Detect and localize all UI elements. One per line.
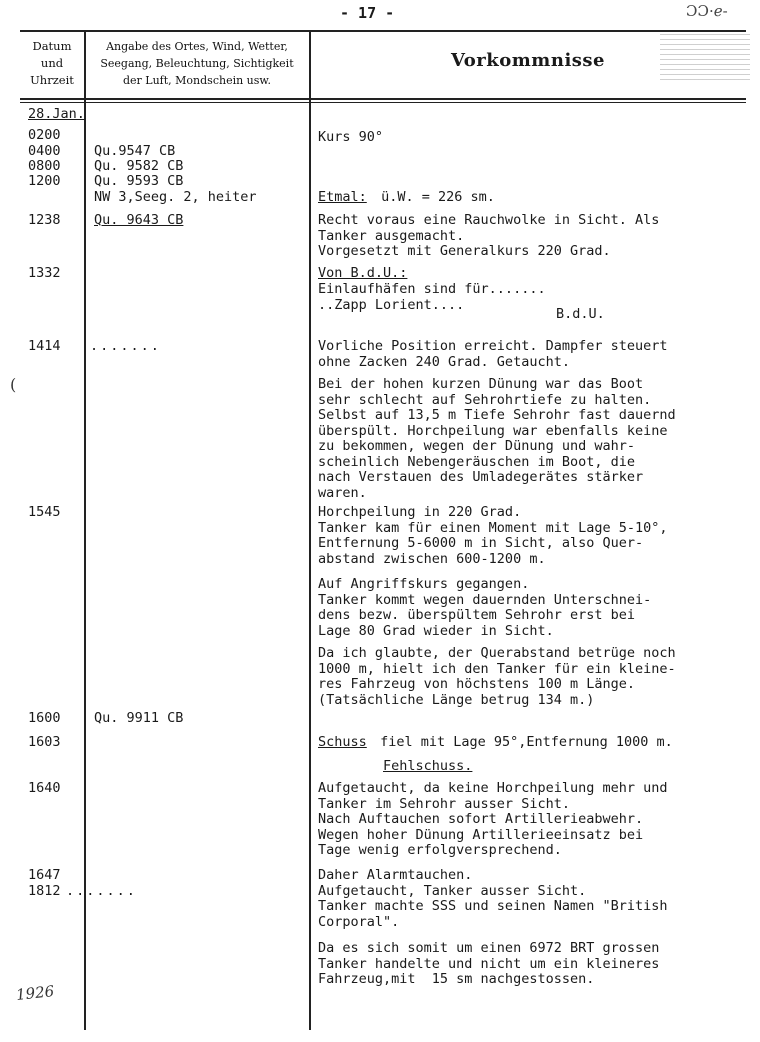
time-1545: 1545 [28,504,61,520]
table-top-rule [20,30,746,32]
position-1200: Qu. 9593 CB [94,173,184,189]
event-etmal-label: Etmal: [318,189,367,205]
time-1812: 1812 [28,883,61,899]
event-1603-detail: fiel mit Lage 95°,Entfernung 1000 m. [372,734,673,750]
header-bottom-rule [20,98,746,100]
margin-bracket-mark: ( [10,375,17,394]
position-1600: Qu. 9911 CB [94,710,184,726]
time-1600: 1600 [28,710,61,726]
position-0800: Qu. 9582 CB [94,158,184,174]
event-1332-heading: Von B.d.U.: [318,265,408,281]
time-1603: 1603 [28,734,61,750]
event-kurs: Kurs 90° [318,129,384,145]
event-1238: Recht voraus eine Rauchwolke in Sicht. Als Tanker ausgemacht. Vorgesetzt mit Generalkurs 220 Grad. [318,212,660,259]
time-1332: 1332 [28,265,61,281]
dots-1414: ....... [90,338,161,354]
event-1414-detail: Bei der hohen kurzen Dünung war das Boot sehr schlecht auf Sehrohrtiefe zu halten. Selbst auf 13,5 m Tiefe Sehrohr fast dauernd überspült. Horchpeilung war ebenfalls keine zu bekommen, wegen der Dünung und wahr- scheinlich Nebengeräuschen im Boot, die nach Verstauen des Umladegerätes stärker waren. [318,376,676,501]
event-1812: Da es sich somit um einen 6972 BRT grossen Tanker handelte und nicht um ein kleineres Fahrzeug,mit 15 sm nachgestossen. [318,940,660,987]
column-divider-2 [309,30,311,1030]
event-1647: Daher Alarmtauchen. Aufgetaucht, Tanker ausser Sicht. Tanker machte SSS und seinen Namen "British Corporal". [318,867,668,930]
weather-1200: NW 3,Seeg. 2, heiter [94,189,257,205]
margin-note: 1926 [15,982,56,1004]
header-date-time: Datum und Uhrzeit [30,39,74,87]
event-etmal-value: ü.W. = 226 sm. [373,189,495,205]
position-0400: Qu.9547 CB [94,143,176,159]
time-1640: 1640 [28,780,61,796]
event-1640: Aufgetaucht, da keine Horchpeilung mehr und Tanker im Sehrohr ausser Sicht. Nach Auftauchen sofort Artillerieabwehr. Wegen hoher Dünung Artillerieeinsatz bei Tage wenig erfolgversprechend. [318,780,668,858]
time-1647: 1647 [28,867,61,883]
event-1603-miss: Fehlschuss. [383,758,473,774]
time-1200: 1200 [28,173,61,189]
header-events: Vorkommnisse [450,50,606,71]
event-1603-shot: Schuss [318,734,367,750]
header-location-weather: Angabe des Ortes, Wind, Wetter, Seegang, Beleuchtung, Sichtigkeit der Luft, Mondschein usw. [100,40,294,87]
event-1545: Horchpeilung in 220 Grad. Tanker kam für einen Moment mit Lage 5-10°, Entfernung 5-6000 m in Sicht, also Quer- abstand zwischen 600-1200 m. [318,504,668,567]
event-1332-body: Einlaufhäfen sind für....... ..Zapp Lorient.... [318,281,546,313]
event-1414: Vorliche Position erreicht. Dampfer steuert ohne Zacken 240 Grad. Getaucht. [318,338,668,370]
time-0400: 0400 [28,143,61,159]
entry-date: 28.Jan. [28,106,85,122]
event-1545-attack: Auf Angriffskurs gegangen. Tanker kommt wegen dauernden Unterschnei- dens bezw. überspültem Sehrohr erst bei Lage 80 Grad wieder in Sicht. [318,576,652,639]
header-double-rule [20,102,746,103]
column-divider-1 [84,30,86,1030]
event-1545-assessment: Da ich glaubte, der Querabstand betrüge noch 1000 m, hielt ich den Tanker für ein kleine- res Fahrzeug von höchstens 100 m Länge. (Tatsächliche Länge betrug 134 m.) [318,645,676,708]
page-number: - 17 - [340,4,395,22]
event-1332-signature: B.d.U. [556,306,605,322]
time-1238: 1238 [28,212,61,228]
dots-1812: ....... [66,883,137,899]
position-1238: Qu. 9643 CB [94,212,184,228]
time-1414: 1414 [28,338,61,354]
time-0200: 0200 [28,127,61,143]
corner-mark: ƆƆ·ℯ‑ [686,2,728,20]
time-0800: 0800 [28,158,61,174]
